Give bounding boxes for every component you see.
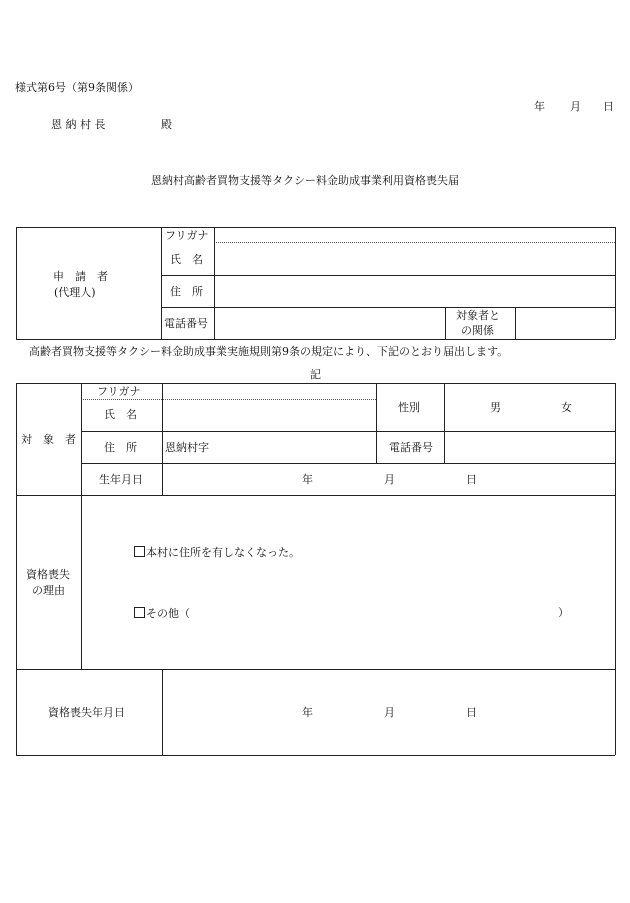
applicant-name-label: 氏 名: [170, 253, 203, 266]
loss-date-label: 資格喪失年月日: [48, 706, 125, 719]
applicant-sub-label: (代理人): [54, 286, 96, 299]
applicant-relation-field[interactable]: [516, 308, 614, 338]
gender-female[interactable]: 女: [561, 401, 572, 414]
loss-year-label: 年: [302, 706, 313, 719]
reason-other-close: ）: [558, 606, 569, 619]
page-title: 恩納村高齢者買物支援等タクシー料金助成事業利用資格喪失届: [151, 174, 459, 187]
loss-day-label: 日: [466, 706, 477, 719]
date-month-label: 月: [570, 100, 581, 113]
applicant-phone-field[interactable]: [215, 308, 444, 338]
ki-label: 記: [310, 368, 321, 381]
subject-address-prefill: 恩納村字: [165, 441, 209, 454]
subject-address-label: 住 所: [104, 441, 137, 454]
subject-name-label: 氏 名: [104, 408, 137, 421]
applicant-address-field[interactable]: [215, 276, 614, 306]
addressee: 恩 納 村 長: [51, 118, 106, 131]
loss-month-label: 月: [384, 706, 395, 719]
applicant-address-label: 住 所: [170, 285, 203, 298]
reason-option-other[interactable]: その他（: [134, 607, 190, 619]
subject-phone-label: 電話番号: [389, 441, 433, 454]
birth-year-label: 年: [302, 473, 313, 486]
reason-label-1: 資格喪失: [26, 568, 70, 581]
birth-date-label: 生年月日: [99, 473, 143, 486]
gender-male[interactable]: 男: [490, 401, 501, 414]
applicant-furigana-field[interactable]: [215, 228, 614, 241]
applicant-relation-label-1: 対象者と: [456, 309, 500, 322]
applicant-relation-label-2: の関係: [461, 324, 494, 337]
applicant-phone-label: 電話番号: [164, 317, 208, 330]
birth-day-label: 日: [466, 473, 477, 486]
applicant-name-field[interactable]: [215, 243, 614, 274]
subject-furigana-field[interactable]: [163, 384, 375, 398]
reason-label-2: の理由: [32, 584, 65, 597]
subject-label: 対 象 者: [21, 433, 76, 446]
form-number: 様式第6号（第9条関係）: [15, 81, 139, 94]
gender-label: 性別: [398, 401, 420, 414]
subject-phone-field[interactable]: [445, 432, 614, 462]
statement: 高齢者買物支援等タクシー料金助成事業実施規則第9条の規定により、下記のとおり届出します。: [29, 345, 509, 358]
birth-month-label: 月: [384, 473, 395, 486]
checkbox-icon[interactable]: [134, 546, 145, 557]
date-year-label: 年: [534, 100, 545, 113]
date-day-label: 日: [603, 100, 614, 113]
honorific: 殿: [161, 118, 172, 131]
subject-name-field[interactable]: [163, 400, 375, 430]
applicant-furigana-label: フリガナ: [165, 229, 209, 242]
reason-option-moved[interactable]: 本村に住所を有しなくなった。: [134, 546, 300, 558]
subject-furigana-label: フリガナ: [97, 385, 141, 398]
applicant-label: 申 請 者: [53, 270, 108, 283]
checkbox-icon[interactable]: [134, 607, 145, 618]
